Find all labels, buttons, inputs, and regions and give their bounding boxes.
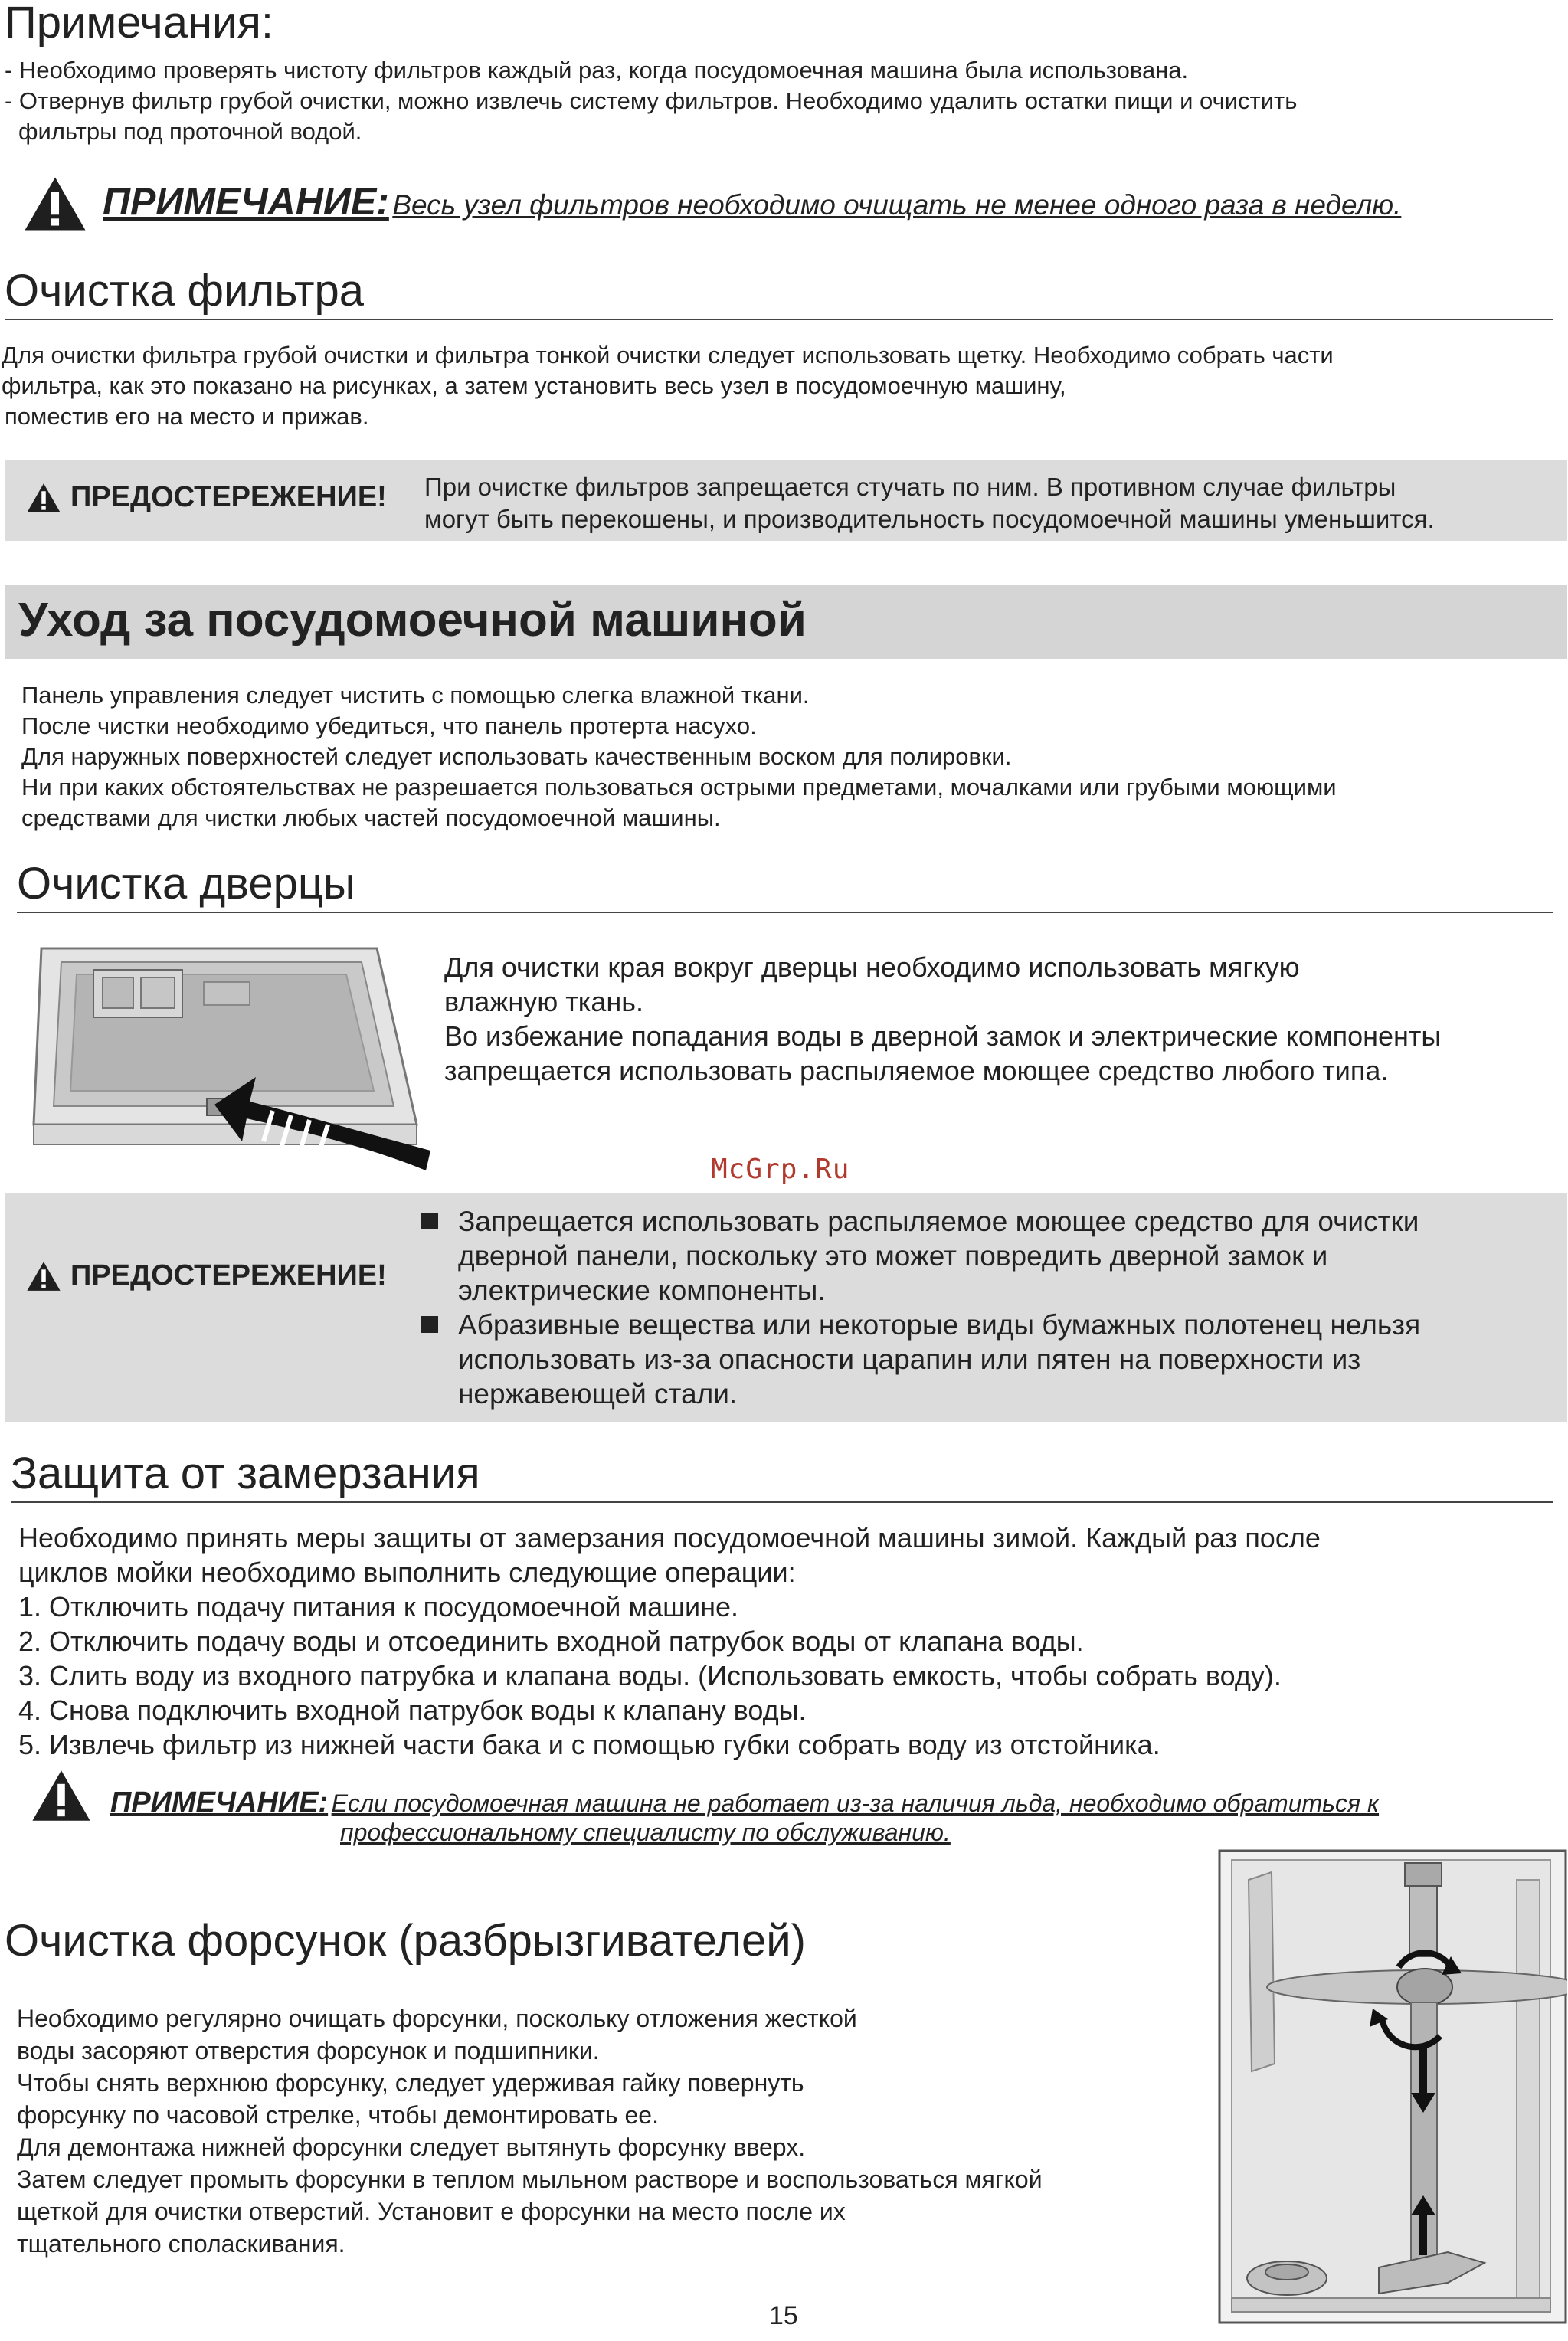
warning-icon (26, 482, 61, 514)
door-line: влажную ткань. (444, 986, 643, 1017)
bullet-line: Запрещается использовать распыляемое моющее средство для очистки (458, 1206, 1419, 1237)
section-rule (17, 912, 1553, 913)
spray-line: Чтобы снять верхнюю форсунку, следует удерживая гайку повернуть (17, 2069, 804, 2097)
door-illustration (31, 941, 437, 1170)
frost-step: 4. Снова подключить входной патрубок воды к клапану воды. (18, 1694, 807, 1726)
notes-line: фильтры под проточной водой. (18, 118, 362, 145)
care-line: Для наружных поверхностей следует использовать качественным воском для полировки. (21, 743, 1012, 770)
filter-line: поместив его на место и прижав. (5, 403, 369, 430)
bullet-line: Абразивные вещества или некоторые виды бумажных полотенец нельзя (458, 1309, 1421, 1341)
frost-text (18, 1521, 1321, 1762)
warning-2-bullet (421, 1204, 1420, 1308)
door-line: запрещается использовать распыляемое моющее средство любого типа. (444, 1055, 1389, 1086)
notes-text (5, 55, 1297, 147)
warning-2-bullet (421, 1308, 1420, 1411)
bullet-square-icon (421, 1316, 438, 1333)
spray-line: Для демонтажа нижней форсунки следует вытянуть форсунку вверх. (17, 2133, 806, 2161)
care-text (21, 680, 1337, 833)
care-title: Уход за посудомоечной машиной (18, 594, 807, 647)
spray-line: форсунку по часовой стрелке, чтобы демонтировать ее. (17, 2101, 659, 2129)
spray-title: Очистка форсунок (разбрызгивателей) (5, 1916, 806, 1966)
filter-cleaning-text (2, 340, 1334, 432)
filter-cleaning-title: Очистка фильтра (5, 266, 365, 316)
warning-1-label-text: ПРЕДОСТЕРЕЖЕНИЕ! (70, 481, 387, 513)
warning-1-line: При очистке фильтров запрещается стучать по ним. В противном случае фильтры (424, 473, 1396, 501)
warning-1-line: могут быть перекошены, и производительность посудомоечной машины уменьшится. (424, 505, 1435, 533)
frost-step: 1. Отключить подачу питания к посудомоечной машине. (18, 1591, 739, 1622)
warning-icon (31, 1765, 92, 1826)
door-line: Во избежание попадания воды в дверной замок и электрические компоненты (444, 1020, 1442, 1052)
notes-line: - Отвернув фильтр грубой очистки, можно извлечь систему фильтров. Необходимо удалить остатки пищи и очистить (5, 87, 1298, 114)
warning-1-text (424, 471, 1435, 535)
note-1 (103, 179, 1401, 224)
door-title: Очистка дверцы (17, 859, 355, 909)
care-line: средствами для чистки любых частей посудомоечной машины. (21, 804, 721, 831)
notes-line: - Необходимо проверять чистоту фильтров каждый раз, когда посудомоечная машина была использована. (5, 57, 1189, 83)
door-line: Для очистки края вокруг дверцы необходимо использовать мягкую (444, 951, 1300, 983)
bullet-square-icon (421, 1213, 438, 1229)
spray-line: Необходимо регулярно очищать форсунки, поскольку отложения жесткой (17, 2005, 857, 2032)
bullet-line: нержавеющей стали. (458, 1378, 738, 1410)
frost-title: Защита от замерзания (11, 1449, 480, 1498)
note-2-cont (340, 1819, 951, 1847)
spray-line: воды засоряют отверстия форсунок и подшипники. (17, 2037, 600, 2064)
warning-2-bullets (421, 1204, 1420, 1411)
frost-step: 2. Отключить подачу воды и отсоединить входной патрубок воды от клапана воды. (18, 1626, 1084, 1657)
note-2-text-2: профессиональному специалисту по обслуживанию. (340, 1819, 951, 1846)
filter-line: Для очистки фильтра грубой очистки и фильтра тонкой очистки следует использовать щетку. Необходимо собрать части (2, 342, 1334, 368)
bullet-line: электрические компоненты. (458, 1275, 826, 1306)
section-rule (11, 1501, 1553, 1503)
frost-step: 5. Извлечь фильтр из нижней части бака и с помощью губки собрать воду из отстойника. (18, 1729, 1160, 1760)
care-line: Ни при каких обстоятельствах не разрешается пользоваться острыми предметами, мочалками или грубыми моющими (21, 774, 1337, 801)
spray-arm-illustration (1218, 1849, 1567, 2324)
bullet-line: дверной панели, поскольку это может повредить дверной замок и (458, 1240, 1328, 1272)
note-2-text: Если посудомоечная машина не работает из-за наличия льда, необходимо обратиться к (331, 1789, 1380, 1817)
notes-title: Примечания: (5, 0, 273, 47)
filter-line: фильтра, как это показано на рисунках, а затем установить весь узел в посудомоечную машину, (2, 372, 1066, 399)
spray-line: щеткой для очистки отверстий. Установит е форсунки на место после их (17, 2198, 846, 2225)
care-line: Панель управления следует чистить с помощью слегка влажной ткани. (21, 682, 810, 709)
warning-icon (23, 172, 87, 236)
door-text (444, 950, 1441, 1088)
note-1-text: Весь узел фильтров необходимо очищать не менее одного раза в неделю. (392, 189, 1402, 221)
bullet-line: использовать из-за опасности царапин или пятен на поверхности из (458, 1344, 1361, 1375)
frost-step: 3. Слить воду из входного патрубка и клапана воды. (Использовать емкость, чтобы собрать воду). (18, 1660, 1282, 1691)
watermark: McGrp.Ru (711, 1154, 850, 1185)
note-2 (110, 1786, 1379, 1819)
warning-1-label (26, 481, 387, 514)
page-number: 15 (769, 2301, 798, 2330)
frost-line: циклов мойки необходимо выполнить следующие операции: (18, 1557, 796, 1588)
warning-2-label (26, 1259, 387, 1292)
care-line: После чистки необходимо убедиться, что панель протерта насухо. (21, 712, 757, 739)
note-2-label: ПРИМЕЧАНИЕ: (110, 1786, 329, 1819)
note-1-label: ПРИМЕЧАНИЕ: (103, 180, 389, 223)
section-rule (5, 319, 1553, 320)
spray-text (17, 2002, 1043, 2260)
spray-line: тщательного споласкивания. (17, 2230, 345, 2258)
warning-icon (26, 1260, 61, 1292)
warning-2-label-text: ПРЕДОСТЕРЕЖЕНИЕ! (70, 1259, 387, 1292)
spray-line: Затем следует промыть форсунки в теплом мыльном растворе и воспользоваться мягкой (17, 2166, 1043, 2193)
frost-line: Необходимо принять меры защиты от замерзания посудомоечной машины зимой. Каждый раз после (18, 1522, 1321, 1554)
